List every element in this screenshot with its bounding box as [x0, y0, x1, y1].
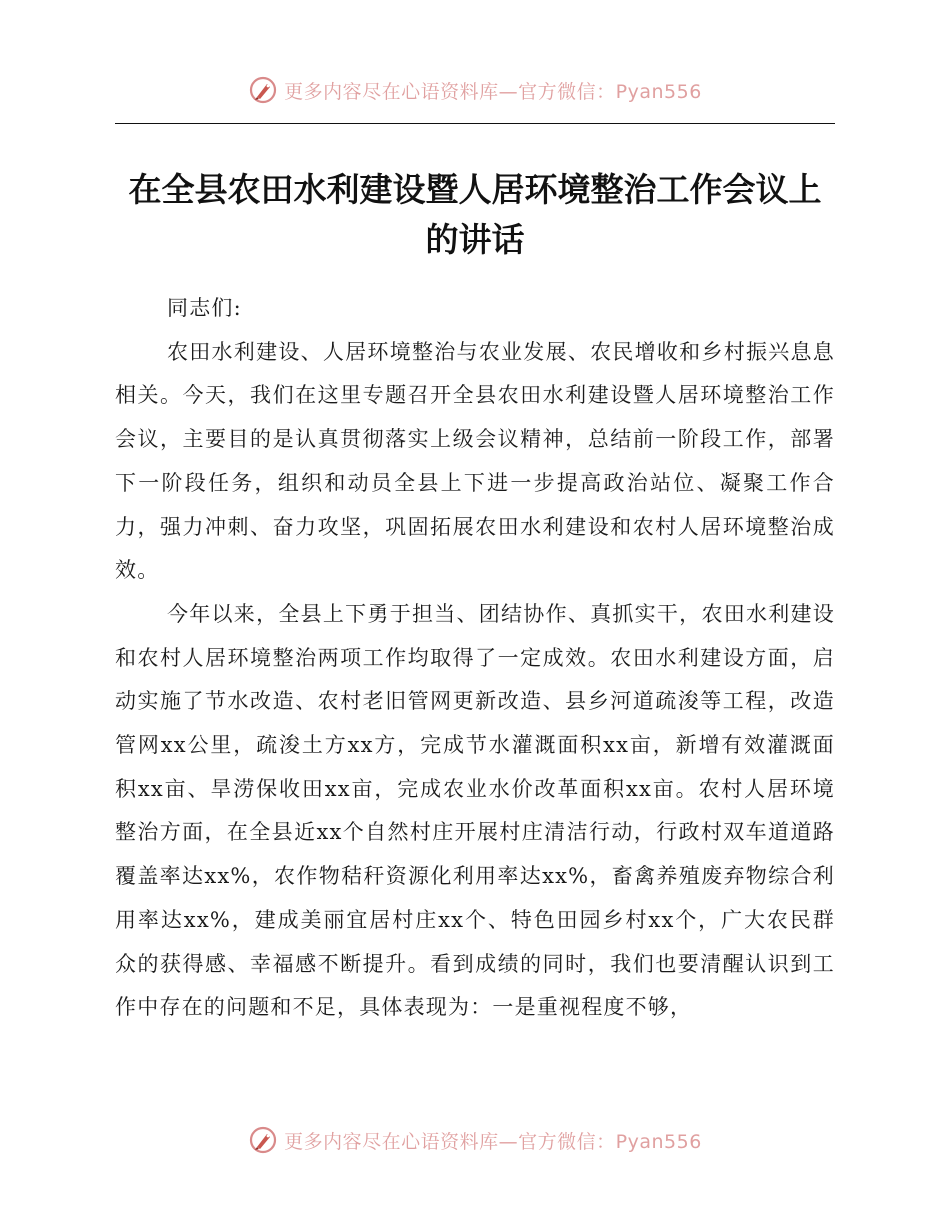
- pen-nib-logo-icon: [248, 75, 278, 105]
- pen-nib-logo-icon: [248, 1125, 278, 1155]
- header-watermark: [0, 70, 950, 110]
- document-title: 在全县农田水利建设暨人居环境整治工作会议上的讲话: [128, 170, 822, 259]
- header-watermark-text: 更多内容尽在心语资料库—官方微信：Pyan556: [284, 80, 702, 103]
- footer-watermark-text: 更多内容尽在心语资料库—官方微信：Pyan556: [284, 1130, 702, 1153]
- header-divider: [115, 123, 835, 124]
- footer-watermark: [0, 1120, 950, 1160]
- salutation: 同志们:: [167, 296, 242, 320]
- document-body: [115, 287, 835, 1030]
- paragraph-2: 今年以来，全县上下勇于担当、团结协作、真抓实干，农田水利建设和农村人居环境整治两项工作均取得了一定成效。农田水利建设方面，启动实施了节水改造、农村老旧管网更新改造、县乡河道疏浚等工程，改造管网xx公里，疏浚土方xx方，完成节水灌溉面积xx亩，新增有效灌溉面积xx亩、旱涝保收田xx亩，完成农业水价改革面积xx亩。农村人居环境整治方面，在全县近xx个自然村庄开展村庄清洁行动，行政村双车道道路覆盖率达xx%，农作物秸秆资源化利用率达xx%，畜禽养殖废弃物综合利用率达xx%，建成美丽宜居村庄xx个、特色田园乡村xx个，广大农民群众的获得感、幸福感不断提升。看到成绩的同时，我们也要清醒认识到工作中存在的问题和不足，具体表现为：一是重视程度不够，: [115, 601, 835, 1020]
- paragraph-1: 农田水利建设、人居环境整治与农业发展、农民增收和乡村振兴息息相关。今天，我们在这里专题召开全县农田水利建设暨人居环境整治工作会议，主要目的是认真贯彻落实上级会议精神，总结前一阶段工作，部署下一阶段任务，组织和动员全县上下进一步提高政治站位、凝聚工作合力，强力冲刺、奋力攻坚，巩固拓展农田水利建设和农村人居环境整治成效。: [115, 339, 835, 583]
